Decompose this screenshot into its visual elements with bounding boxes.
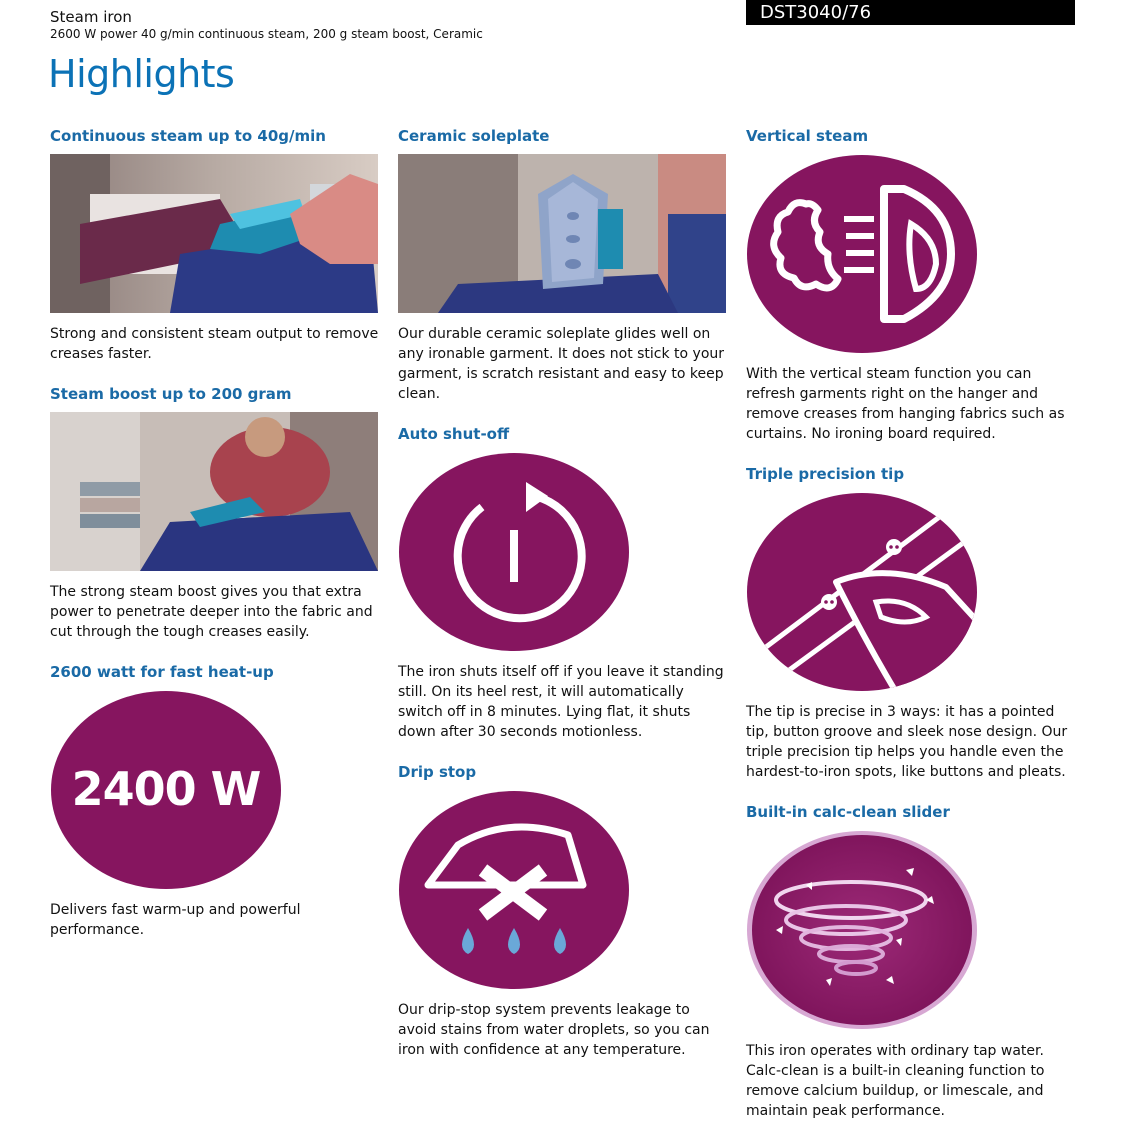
product-type: Steam iron <box>50 8 132 26</box>
section-title-precision-tip: Triple precision tip <box>746 465 905 483</box>
vertical-steam-icon <box>746 154 978 354</box>
watt-badge-label: 2400 W <box>71 762 261 816</box>
description-precision-tip: The tip is precise in 3 ways: it has a pointed tip, button groove and sleek nose design. Our triple precision tip helps you handle even the hardest-to-iron spots, like buttons and pleats. <box>746 704 1068 780</box>
drip-stop-icon <box>398 790 630 990</box>
description-steam-boost: The strong steam boost gives you that extra power to penetrate deeper into the fabric and cut through the tough creases easily. <box>50 584 373 640</box>
description-ceramic: Our durable ceramic soleplate glides well on any ironable garment. It does not stick to your garment, is scratch resistant and easy to keep clean. <box>398 326 725 402</box>
page-title: Highlights <box>48 52 235 96</box>
section-title-calc-clean: Built-in calc-clean slider <box>746 803 950 821</box>
precision-tip-icon <box>746 492 978 692</box>
description-auto-shutoff: The iron shuts itself off if you leave it standing still. On its heel rest, it will automatically switch off in 8 minutes. Lying flat, it shuts down after 30 seconds motionless. <box>398 664 724 740</box>
power-icon <box>398 452 630 652</box>
section-title-ceramic: Ceramic soleplate <box>398 127 550 145</box>
soleplate-photo <box>398 154 726 313</box>
description-watt: Delivers fast warm-up and powerful performance. <box>50 902 301 938</box>
section-title-vertical-steam: Vertical steam <box>746 127 869 145</box>
calc-clean-icon <box>746 830 978 1030</box>
steam-boost-photo <box>50 412 378 571</box>
section-title-watt: 2600 watt for fast heat-up <box>50 663 274 681</box>
ironing-photo <box>50 154 378 313</box>
section-title-continuous-steam: Continuous steam up to 40g/min <box>50 127 326 145</box>
watt-badge <box>50 690 282 890</box>
description-drip-stop: Our drip-stop system prevents leakage to avoid stains from water droplets, so you can iron with confidence at any temperature. <box>398 1002 710 1058</box>
section-title-drip-stop: Drip stop <box>398 763 477 781</box>
description-vertical-steam: With the vertical steam function you can refresh garments right on the hanger and remove creases from hanging fabrics such as curtains. No ironing board required. <box>746 366 1065 442</box>
description-continuous-steam: Strong and consistent steam output to remove creases faster. <box>50 326 379 362</box>
model-badge: DST3040/76 <box>746 0 1075 25</box>
product-subtitle: 2600 W power 40 g/min continuous steam, 200 g steam boost, Ceramic <box>50 27 483 41</box>
section-title-auto-shutoff: Auto shut-off <box>398 425 510 443</box>
description-calc-clean: This iron operates with ordinary tap water. Calc-clean is a built-in cleaning function to remove calcium buildup, or limescale, and maintain peak performance. <box>746 1043 1045 1119</box>
section-title-steam-boost: Steam boost up to 200 gram <box>50 385 292 403</box>
